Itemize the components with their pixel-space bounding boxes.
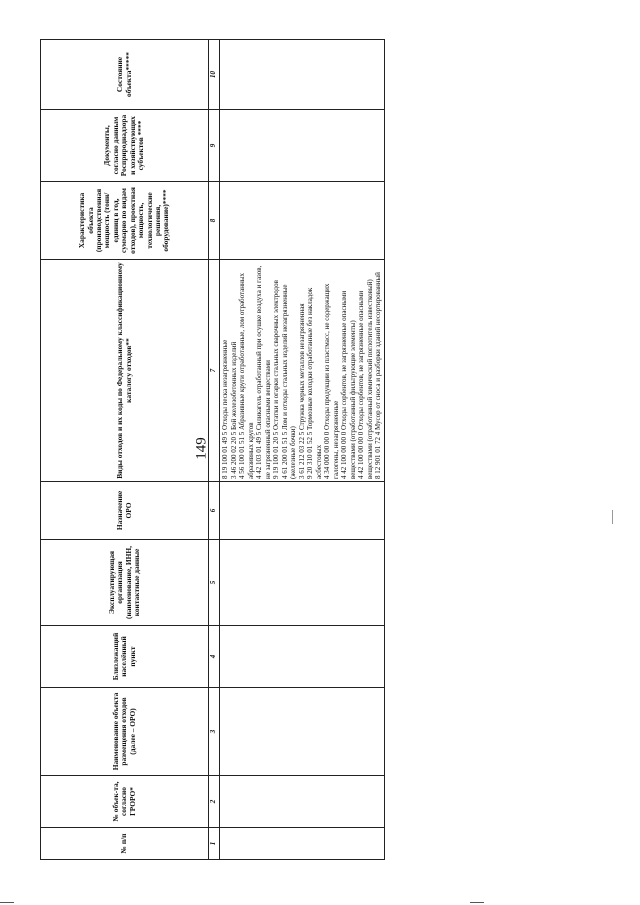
column-number-row — [209, 40, 220, 860]
cell-settlement — [220, 626, 385, 688]
header-cell-8: Характеристика объекта (производственная мощность (тонн/единиц в год, суммарно по видам отходов), проектная мощность, технологические решения, оборудование)**** — [41, 182, 209, 260]
header-cell-5: Эксплуатирующая организация (наименование, ИНН, контактные данные — [41, 540, 209, 626]
waste-item: 9 19 100 01 20 5 Остатки и огарки стальных сварочных электродов — [272, 280, 280, 479]
column-number: 1 — [209, 828, 220, 860]
waste-item: 9 20 310 01 52 5 Тормозные колодки отработанные без накладок асбестовых — [306, 287, 323, 479]
waste-item: 4 34 000 00 00 0 Отходы продукции из пластмасс, не содержащих галогены, незагрязненные — [323, 283, 340, 479]
header-cell-3: Наименование объекта размещения отходов (далее – ОРО) — [41, 688, 209, 776]
cell-purpose — [220, 482, 385, 540]
waste-item: 4 42 100 00 00 0 Отходы сорбентов, не загрязненные опасными веществами (отработанный химический поглотитель известковый) — [357, 279, 374, 479]
cell-waste-types — [220, 260, 385, 482]
cell-row-number — [220, 828, 385, 860]
column-number: 7 — [209, 260, 220, 482]
table-container — [40, 40, 382, 860]
column-number: 10 — [209, 40, 220, 110]
scan-mark — [470, 902, 484, 903]
cell-object-name — [220, 688, 385, 776]
header-cell-2: № объек-та, согласно ГРОРО* — [41, 776, 209, 828]
column-number: 8 — [209, 182, 220, 260]
scan-mark — [0, 902, 14, 903]
waste-item: 4 42 103 01 49 5 Силикагель отработанный при осушке воздуха и газов, не загрязненный опасными веществами — [255, 265, 272, 479]
table-row — [220, 40, 385, 860]
header-row — [41, 40, 209, 860]
waste-item: 3 61 212 03 22 5 Стружка черных металлов незагрязненная — [297, 303, 306, 479]
header-cell-10: Состояние объекта***** — [41, 40, 209, 110]
cell-operator — [220, 540, 385, 626]
column-number: 3 — [209, 688, 220, 776]
header-cell-4: Близлежащий населённый пункт — [41, 626, 209, 688]
waste-item: 8 19 100 01 49 5 Отходы песка незагрязненные — [221, 339, 229, 479]
cell-characteristics — [220, 182, 385, 260]
cell-documents — [220, 110, 385, 182]
waste-item: 8 12 901 01 72 4 Мусор от сноса и разборки зданий несортированный — [374, 272, 382, 479]
column-number: 2 — [209, 776, 220, 828]
page-number: 149 — [193, 437, 210, 460]
header-cell-9: Документы, согласно данным Росприроднадзора и хозяйствующих субъектов **** — [41, 110, 209, 182]
header-cell-6: Назначение ОРО — [41, 482, 209, 540]
scan-mark — [612, 510, 613, 524]
column-number: 5 — [209, 540, 220, 626]
cell-object-number — [220, 776, 385, 828]
waste-item: 3 46 200 02 20 5 Бой железобетонных изделий — [229, 341, 238, 479]
cell-status — [220, 40, 385, 110]
column-number: 9 — [209, 110, 220, 182]
column-number: 4 — [209, 626, 220, 688]
header-cell-1: № п/п — [41, 828, 209, 860]
waste-item: 4 42 100 00 00 0 Отходы сорбентов, не загрязненные опасными веществами (отработанный фильтрующие элементы) — [340, 290, 357, 479]
column-number: 6 — [209, 482, 220, 540]
waste-item: 4 61 200 01 51 5 Лом и отходы стальных изделий незагрязненные (железные бочки) — [280, 284, 297, 479]
header-cell-7: Виды отходов и их коды по Федеральному классификационному каталогу отходов** — [41, 260, 209, 482]
waste-item: 4 56 100 01 51 5 Абразивные круги отработанные, лом отработанных абразивных кругов — [238, 273, 255, 479]
table-rotated — [40, 40, 382, 860]
waste-facilities-table — [40, 39, 385, 860]
